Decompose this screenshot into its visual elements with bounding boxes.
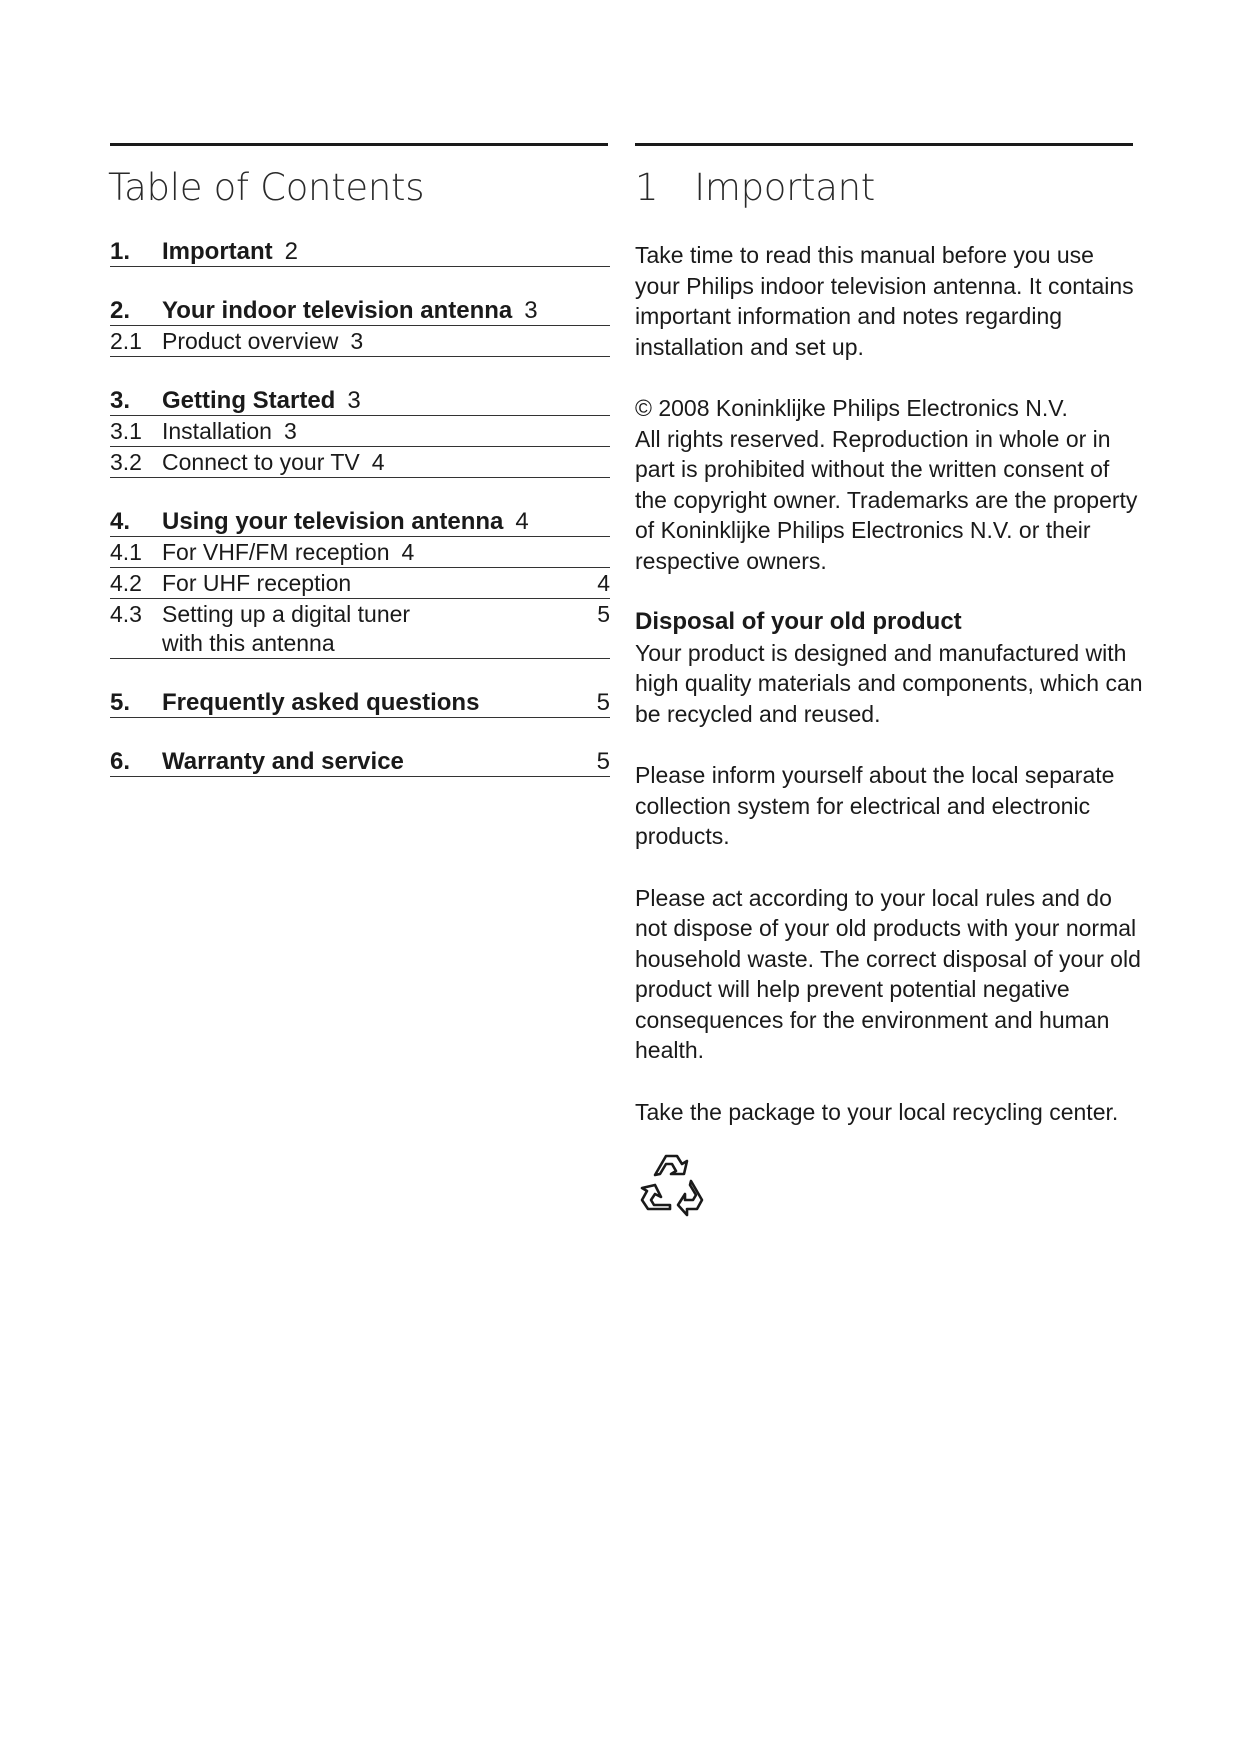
toc-subentry-number: 3.2 bbox=[110, 449, 142, 475]
important-heading-number: 1 bbox=[635, 166, 659, 209]
toc-entry-title: Frequently asked questions bbox=[162, 689, 480, 716]
toc-section bbox=[110, 385, 610, 478]
toc-subentry-page: 3 bbox=[283, 418, 297, 444]
disposal-paragraph-3: Please act according to your local rules and do not dispose of your old products with your normal household waste. The correct disposal of your old product will help prevent potential negative consequences for the environment and human health. bbox=[635, 884, 1141, 1063]
disposal-paragraph-4: Take the package to your local recycling center. bbox=[635, 1098, 1119, 1125]
toc-entry-number: 4. bbox=[110, 508, 131, 535]
disposal-paragraph-2: Please inform yourself about the local separate collection system for electrical and electronic products. bbox=[635, 762, 1115, 849]
toc-heading: Table of Contents bbox=[108, 166, 425, 209]
toc-section bbox=[110, 295, 610, 357]
recycle-icon bbox=[633, 1147, 709, 1217]
toc-subentry[interactable] bbox=[110, 599, 610, 659]
toc-entry[interactable] bbox=[110, 295, 610, 326]
toc-entry[interactable] bbox=[110, 746, 610, 777]
toc-entry-number: 3. bbox=[110, 387, 131, 414]
rights-text: All rights reserved. Reproduction in whole or in part is prohibited without the written consent of the copyright owner. Trademarks are the property of Koninklijke Philips Electronics N.V. or their respective owners. bbox=[635, 425, 1138, 574]
toc-subentry-number: 3.1 bbox=[110, 418, 142, 444]
toc-subentry[interactable] bbox=[110, 447, 610, 478]
disposal-heading: Disposal of your old product bbox=[635, 608, 962, 635]
toc-subentry-page: 4 bbox=[401, 539, 415, 565]
left-top-rule bbox=[110, 143, 608, 146]
toc-entry-number: 2. bbox=[110, 297, 131, 324]
table-of-contents bbox=[110, 236, 610, 805]
toc-entry-page: 3 bbox=[347, 387, 361, 414]
right-top-rule bbox=[635, 143, 1133, 146]
toc-subentry-number: 2.1 bbox=[110, 328, 142, 354]
toc-subentry-title: For VHF/FM reception 4 bbox=[162, 539, 415, 565]
toc-entry-page: 4 bbox=[515, 508, 529, 535]
intro-paragraph: Take time to read this manual before you use your Philips indoor television antenna. It contains important information and notes regarding installation and set up. bbox=[635, 242, 1134, 360]
toc-subentry-number: 4.1 bbox=[110, 539, 142, 565]
toc-subentry-title: For UHF reception bbox=[162, 570, 352, 596]
toc-subentry-number: 4.3 bbox=[110, 601, 142, 627]
toc-entry-page: 5 bbox=[596, 689, 610, 716]
toc-entry-page: 3 bbox=[524, 297, 538, 324]
toc-entry-number: 1. bbox=[110, 238, 131, 265]
important-heading bbox=[635, 166, 875, 209]
copyright-paragraph bbox=[635, 393, 1145, 576]
toc-entry-number: 6. bbox=[110, 748, 131, 775]
toc-subentry[interactable] bbox=[110, 416, 610, 447]
toc-subentry-number: 4.2 bbox=[110, 570, 142, 596]
toc-section bbox=[110, 687, 610, 718]
toc-subentry-page: 5 bbox=[597, 601, 610, 627]
important-body bbox=[635, 240, 1145, 1158]
toc-entry-title: Your indoor television antenna 3 bbox=[162, 297, 538, 324]
toc-entry[interactable] bbox=[110, 236, 610, 267]
toc-entry-number: 5. bbox=[110, 689, 131, 716]
toc-entry-title: Warranty and service bbox=[162, 748, 404, 775]
toc-subentry-title: Setting up a digital tuner with this antenna bbox=[162, 601, 411, 656]
toc-subentry[interactable] bbox=[110, 568, 610, 599]
toc-subentry-page: 4 bbox=[597, 570, 610, 596]
toc-subentry[interactable] bbox=[110, 537, 610, 568]
toc-section bbox=[110, 236, 610, 267]
toc-section bbox=[110, 746, 610, 777]
important-heading-title: Important bbox=[694, 166, 875, 209]
toc-entry-page: 5 bbox=[596, 748, 610, 775]
toc-entry[interactable] bbox=[110, 687, 610, 718]
disposal-paragraph-1: Your product is designed and manufactured with high quality materials and components, which can be recycled and reused. bbox=[635, 639, 1143, 727]
toc-subentry-title: Connect to your TV 4 bbox=[162, 449, 385, 475]
toc-subentry-page: 3 bbox=[350, 328, 364, 354]
toc-entry-title: Getting Started 3 bbox=[162, 387, 361, 414]
toc-entry[interactable] bbox=[110, 506, 610, 537]
copyright-line: © 2008 Koninklijke Philips Electronics N.V. bbox=[635, 395, 1068, 421]
toc-entry[interactable] bbox=[110, 385, 610, 416]
toc-entry-title: Important 2 bbox=[162, 238, 299, 265]
toc-section bbox=[110, 506, 610, 659]
toc-entry-title: Using your television antenna 4 bbox=[162, 508, 529, 535]
toc-entry-page: 2 bbox=[284, 238, 299, 265]
toc-subentry-page: 4 bbox=[371, 449, 385, 475]
toc-subentry-title: Product overview 3 bbox=[162, 328, 364, 354]
toc-subentry-title: Installation 3 bbox=[162, 418, 297, 444]
toc-subentry[interactable] bbox=[110, 326, 610, 357]
